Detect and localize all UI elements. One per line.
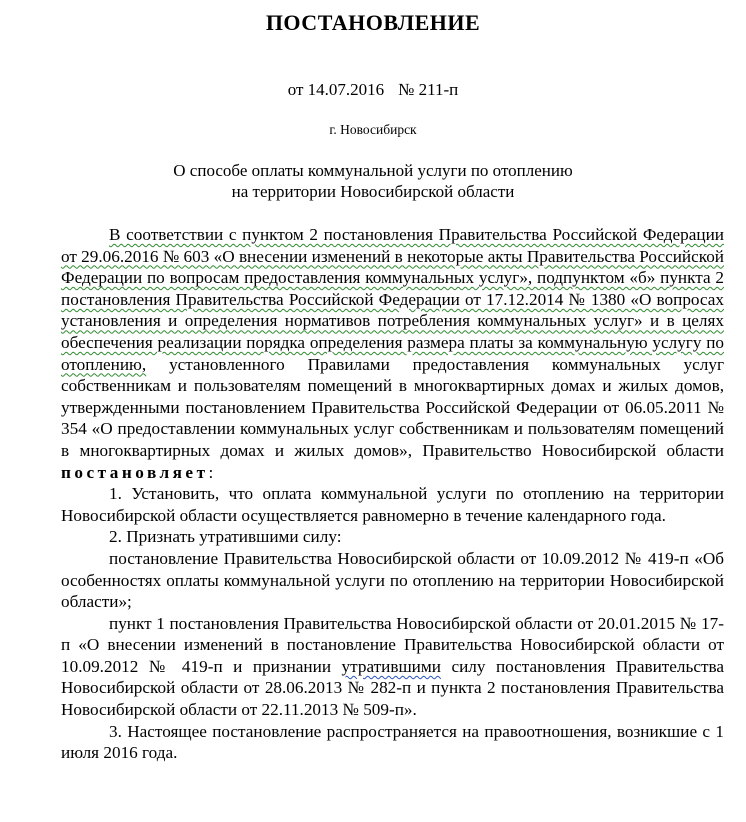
decree-word: постановляет: [61, 462, 209, 482]
preamble-paragraph: [61, 224, 724, 483]
document-date-line: [0, 80, 746, 100]
item-2-b: [61, 613, 724, 721]
preamble-colon: :: [208, 462, 214, 482]
item-1: 1. Установить, что оплата коммунальной услуги по отоплению на территории Новосибирской области осуществляется равномерно в течение календарного года.: [61, 484, 724, 525]
document-title: ПОСТАНОВЛЕНИЕ: [265, 10, 481, 35]
item-2-title: 2. Признать утратившими силу:: [109, 527, 342, 547]
subject-line-2: на территории Новосибирской области: [231, 182, 515, 201]
document-city: г. Новосибирск: [329, 122, 417, 137]
preamble-part-2: установленного Правилами предоставления коммунальных услуг собственникам и пользователям помещений в многоквартирных домах и жилых домов, утвержденными постановлением Правительства Российской Федерации от 06.05.2011 № 354 «О предоставлении коммунальных услуг собственникам и пользователям помещений в многоквартирных домах и жилых домов», Правительство Новосибирской области: [61, 354, 725, 460]
item-2-a: постановление Правительства Новосибирской области от 10.09.2012 № 419-п «Об особенностях оплаты коммунальной услуги по отоплению на территории Новосибирской области»;: [61, 548, 724, 612]
document-number: № 211-п: [398, 80, 459, 99]
document-subject: [0, 160, 746, 202]
subject-line-1: О способе оплаты коммунальной услуги по отоплению: [173, 161, 573, 180]
item-3: 3. Настоящее постановление распространяется на правоотношения, возникшие с 1 июля 2016 года.: [61, 721, 724, 763]
document-body: [61, 224, 724, 764]
document-date: от 14.07.2016: [287, 80, 385, 99]
preamble-part-1: В соответствии с пунктом 2 постановления Правительства Российской Федерации от 29.06.2016 № 603 «О внесении изменений в некоторые акты Правительства Российской Федерации по вопросам предоставления коммунальных услуг», подпунктом «б» пункта 2 постановления Правительства Российской Федерации от 17.12.2014 № 1380 «О вопросах установления и определения нормативов потребления коммунальных услуг» и в целях обеспечения реализации порядка определения размера платы за коммунальную услугу по отоплению,: [61, 225, 724, 374]
item-2-b-part-2: силу постановления Правительства Новосибирской области от 28.06.2013 № 282-п и пункта 2 постановления Правительства Новосибирской области от 22.11.2013 № 509-п».: [61, 656, 725, 720]
item-2-b-part-1: пункт 1 постановления Правительства Новосибирской области от 20.01.2015 № 17-п «О внесении изменений в постановление Правительства Новосибирской области от 10.09.2012 № 419-п и признании: [61, 613, 724, 676]
item-2-b-wavy-word: утратившими: [341, 656, 441, 676]
